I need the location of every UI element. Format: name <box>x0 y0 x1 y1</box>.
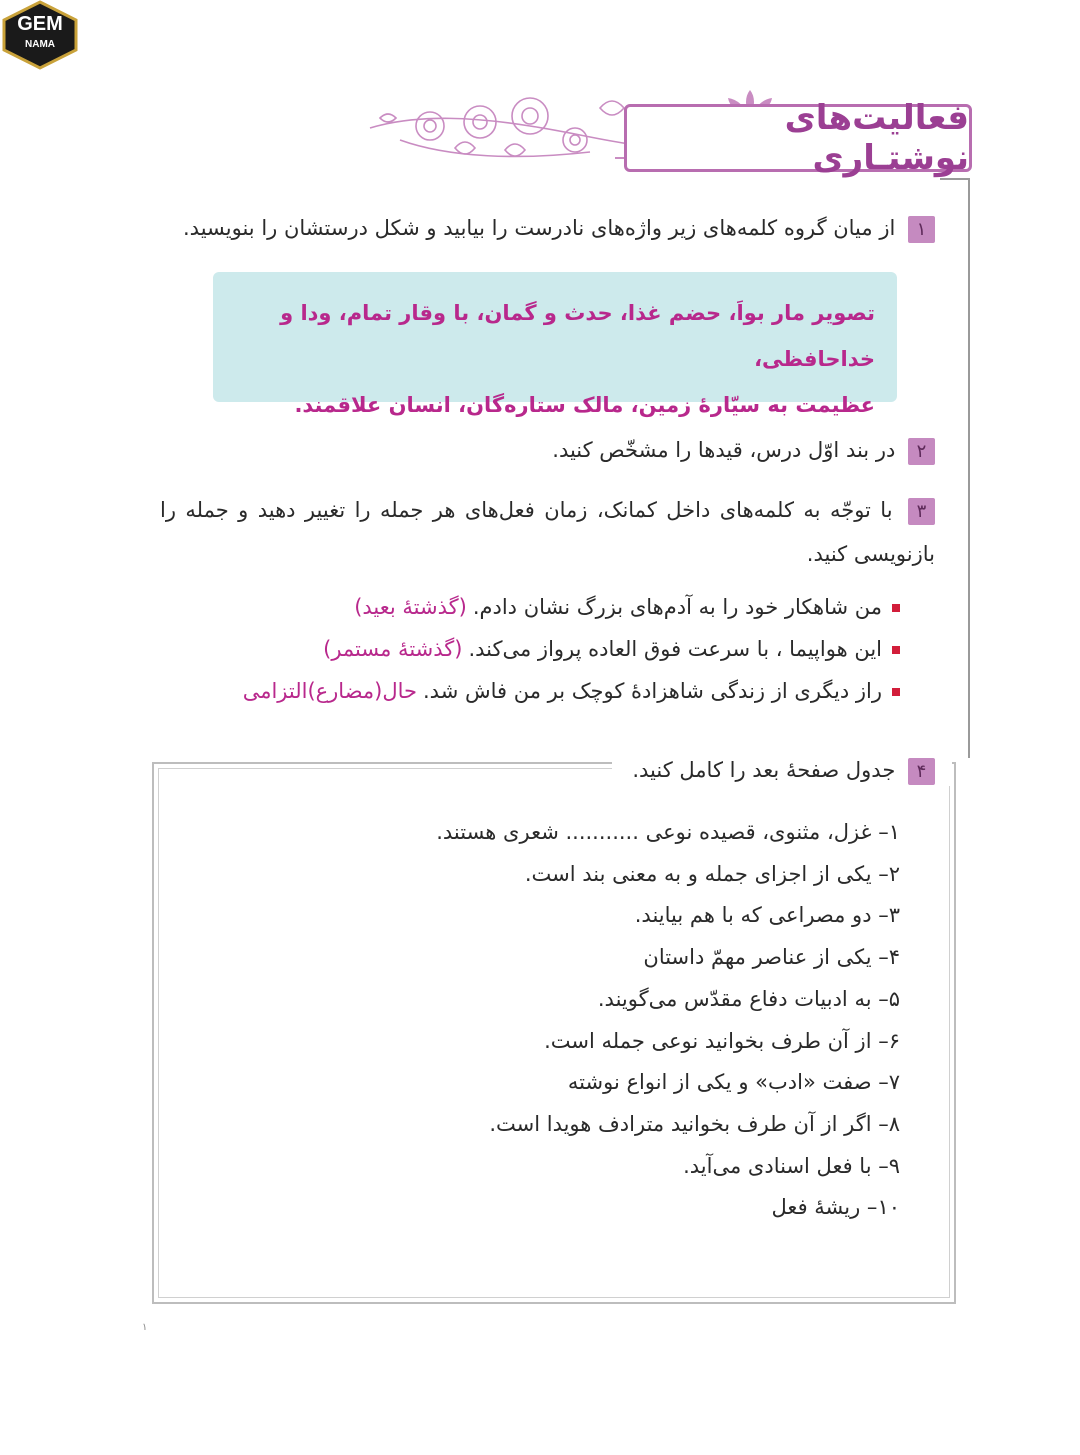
bullet-icon <box>892 646 900 654</box>
bullet-icon <box>892 604 900 612</box>
section-title: فعالیت‌های نوشتـاری <box>784 98 969 178</box>
word-group-line-1: تصویر مار بواَ، حضم غذا، حدث و گمان، با وقار تمام، ودا و خداحافظی، <box>280 301 875 371</box>
sentence-item <box>160 586 900 628</box>
question-number-3: ۳ <box>908 498 935 525</box>
question-1-text: از میان گروه کلمه‌های زیر واژه‌های نادرست را بیابید و شکل درستشان را بنویسید. <box>183 216 896 240</box>
question-4-text: جدول صفحهٔ بعد را کامل کنید. <box>632 758 896 782</box>
bullet-icon <box>892 688 900 696</box>
word-group-box <box>213 272 897 417</box>
tense-answer: حال(مضارع)التزامی <box>242 679 417 703</box>
frame-top-border <box>940 178 970 180</box>
logo-text-gem: GEM <box>17 13 63 35</box>
gem-nama-logo <box>0 0 80 70</box>
question-1 <box>145 210 935 246</box>
clue-item: ۹– با فعل اسنادی می‌آید. <box>683 1153 900 1178</box>
clue-item: ۱۰– ریشهٔ فعل <box>771 1195 900 1220</box>
question-number-4: ۴ <box>908 758 935 785</box>
clue-list <box>300 812 900 1229</box>
sentence-text: راز دیگری از زندگی شاهزادهٔ کوچک بر من فاش شد. <box>423 679 882 703</box>
word-group-line-2: عظیمت به سیّارهٔ زمین، مالک ستاره‌گان، انسان علاقمند. <box>294 393 875 417</box>
clue-item: ۵– به ادبیات دفاع مقدّس می‌گویند. <box>597 986 900 1011</box>
sentence-text: من شاهکار خود را به آدم‌های بزرگ نشان دادم. <box>472 595 882 619</box>
sentence-item <box>160 628 900 670</box>
clue-item: ۲– یکی از اجزای جمله و به معنی بند است. <box>524 861 900 886</box>
clue-item: ۳– دو مصراعی که با هم بیایند. <box>634 903 900 928</box>
title-box <box>624 98 972 178</box>
clue-item: ۸– اگر از آن طرف بخوانید مترادف هویدا است. <box>489 1111 900 1136</box>
question-3-text: با توجّه به کلمه‌های داخل کمانک، زمان فعل‌های هر جمله را تغییر دهید و جمله را بازنویسی کنید. <box>160 498 935 566</box>
tense-answer: (گذشتهٔ مستمر) <box>323 637 463 661</box>
clue-item: ۷– صفت «ادب» و یکی از انواع نوشته <box>567 1070 900 1095</box>
question-2-text: در بند اوّل درس، قیدها را مشخّص کنید. <box>552 438 896 462</box>
sentence-list <box>160 586 900 712</box>
question-number-1: ۱ <box>908 216 935 243</box>
sentence-item <box>160 670 900 712</box>
floral-ornament <box>360 88 660 188</box>
logo-text-nama: NAMA <box>25 39 55 50</box>
clue-item: ۴– یکی از عناصر مهمّ داستان <box>643 945 900 970</box>
question-3 <box>160 488 935 576</box>
tense-answer: (گذشتهٔ بعید) <box>354 595 467 619</box>
question-4 <box>605 752 935 788</box>
question-number-2: ۲ <box>908 438 935 465</box>
section-header <box>360 88 972 188</box>
clue-item: ۶– از آن طرف بخوانید نوعی جمله است. <box>544 1028 900 1053</box>
frame-right-border <box>968 178 970 758</box>
page-number: ۱ <box>142 1322 148 1333</box>
sentence-text: این هواپیما ، با سرعت فوق العاده پرواز می‌کند. <box>468 637 882 661</box>
question-2 <box>145 432 935 468</box>
clue-item: ۱– غزل، مثنوی، قصیده نوعی ........... شعری هستند. <box>436 820 900 844</box>
